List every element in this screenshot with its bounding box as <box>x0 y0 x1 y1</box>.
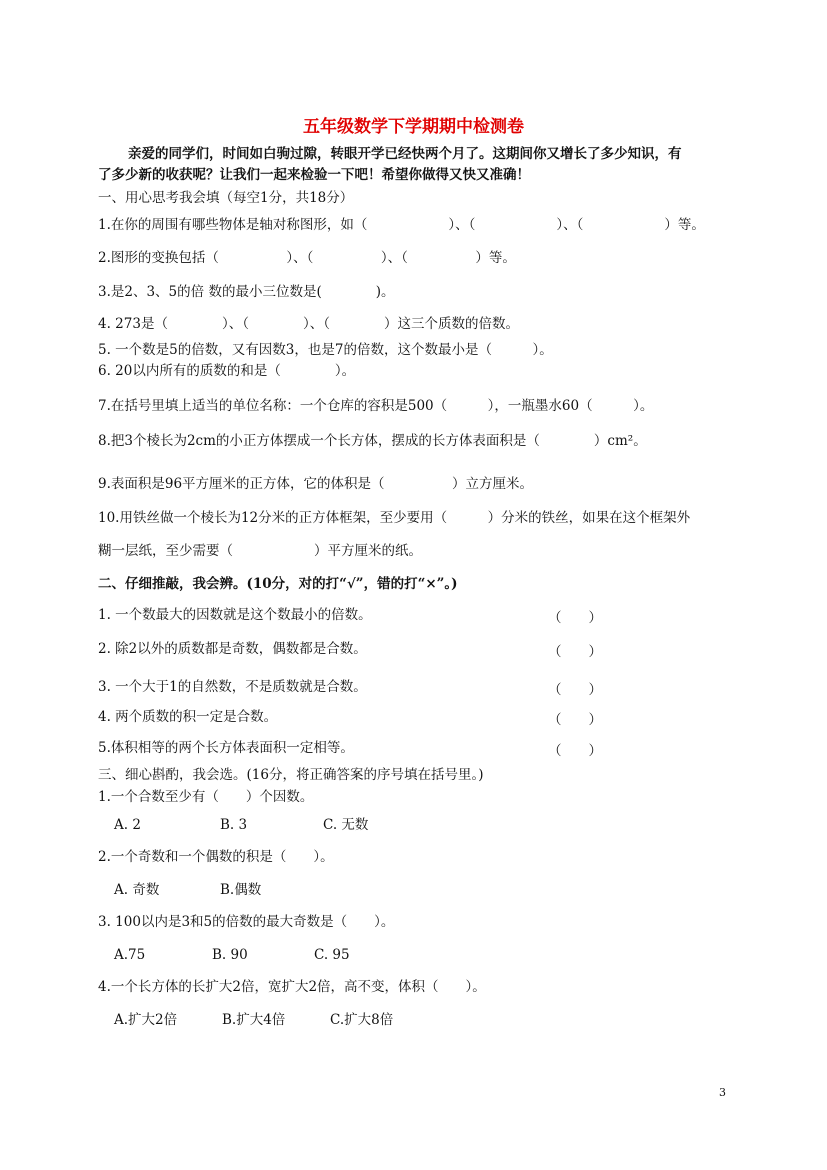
section1-heading: 一、用心思考我会填（每空1分，共18分） <box>98 190 354 206</box>
judge-item-1: 1. 一个数最大的因数就是这个数最小的倍数。 <box>98 607 372 623</box>
choice-option-3b: B. 90 <box>212 947 248 963</box>
choice-option-4b: B.扩大4倍 <box>222 1012 286 1028</box>
choice-question-3: 3. 100以内是3和5的倍数的最大奇数是（ ）。 <box>98 914 395 930</box>
choice-question-1: 1.一个合数至少有（ ）个因数。 <box>98 789 314 805</box>
choice-option-3c: C. 95 <box>314 947 350 963</box>
section2-heading: 二、仔细推敲，我会辨。(10分，对的打“√”，错的打“×”。) <box>98 576 458 592</box>
section1-question-5: 5. 一个数是5的倍数，又有因数3，也是7的倍数，这个数最小是（ ）。 <box>98 342 553 358</box>
page-number: 3 <box>719 1086 726 1099</box>
choice-option-1c: C. 无数 <box>323 817 369 833</box>
section3-heading: 三、细心斟酌，我会选。(16分，将正确答案的序号填在括号里。) <box>98 767 484 783</box>
intro-line-2: 了多少新的收获呢？让我们一起来检验一下吧！希望你做得又快又准确！ <box>98 167 530 183</box>
choice-question-4: 4.一个长方体的长扩大2倍，宽扩大2倍，高不变，体积（ ）。 <box>98 979 486 995</box>
section1-question-7: 7.在括号里填上适当的单位名称：一个仓库的容积是500（ ），一瓶墨水60（ ）。 <box>98 398 654 414</box>
section1-question-10-line-2: 糊一层纸，至少需要（ ）平方厘米的纸。 <box>98 543 422 559</box>
section1-question-6: 6. 20以内所有的质数的和是（ ）。 <box>98 363 356 379</box>
section1-question-10-line-1: 10.用铁丝做一个棱长为12分米的正方体框架，至少要用（ ）分米的铁丝，如果在这个框架外 <box>98 510 691 526</box>
page-title: 五年级数学下学期期中检测卷 <box>303 117 524 137</box>
choice-option-4c: C.扩大8倍 <box>330 1012 394 1028</box>
judge-answer-blank-3: （ ） <box>548 682 602 698</box>
judge-answer-blank-1: （ ） <box>548 610 602 626</box>
judge-item-5: 5.体积相等的两个长方体表面积一定相等。 <box>98 740 354 756</box>
choice-option-2b: B.偶数 <box>220 882 262 898</box>
choice-option-2a: A. 奇数 <box>114 882 160 898</box>
choice-option-4a: A.扩大2倍 <box>114 1012 178 1028</box>
choice-option-3a: A.75 <box>114 947 146 963</box>
judge-answer-blank-4: （ ） <box>548 712 602 728</box>
choice-question-2: 2.一个奇数和一个偶数的积是（ ）。 <box>98 849 334 865</box>
section1-question-2: 2.图形的变换包括（ ）、（ ）、（ ）等。 <box>98 250 516 266</box>
section1-question-1: 1.在你的周围有哪些物体是轴对称图形，如（ ）、（ ）、（ ）等。 <box>98 217 705 233</box>
section1-question-9: 9.表面积是96平方厘米的正方体，它的体积是（ ）立方厘米。 <box>98 476 534 492</box>
judge-answer-blank-2: （ ） <box>548 644 602 660</box>
section1-question-4: 4. 273是（ ）、（ ）、（ ）这三个质数的倍数。 <box>98 316 519 332</box>
intro-line-1: 亲爱的同学们，时间如白驹过隙，转眼开学已经快两个月了。这期间你又增长了多少知识，有 <box>128 146 682 162</box>
judge-item-3: 3. 一个大于1的自然数，不是质数就是合数。 <box>98 679 367 695</box>
judge-item-4: 4. 两个质数的积一定是合数。 <box>98 709 278 725</box>
judge-item-2: 2. 除2以外的质数都是奇数，偶数都是合数。 <box>98 641 367 657</box>
section1-question-3: 3.是2、3、5的倍 数的最小三位数是( )。 <box>98 284 395 300</box>
judge-answer-blank-5: （ ） <box>548 743 602 759</box>
choice-option-1b: B. 3 <box>220 817 248 833</box>
choice-option-1a: A. 2 <box>114 817 141 833</box>
section1-question-8: 8.把3个棱长为2cm的小正方体摆成一个长方体，摆成的长方体表面积是（ ）cm²。 <box>98 433 647 449</box>
